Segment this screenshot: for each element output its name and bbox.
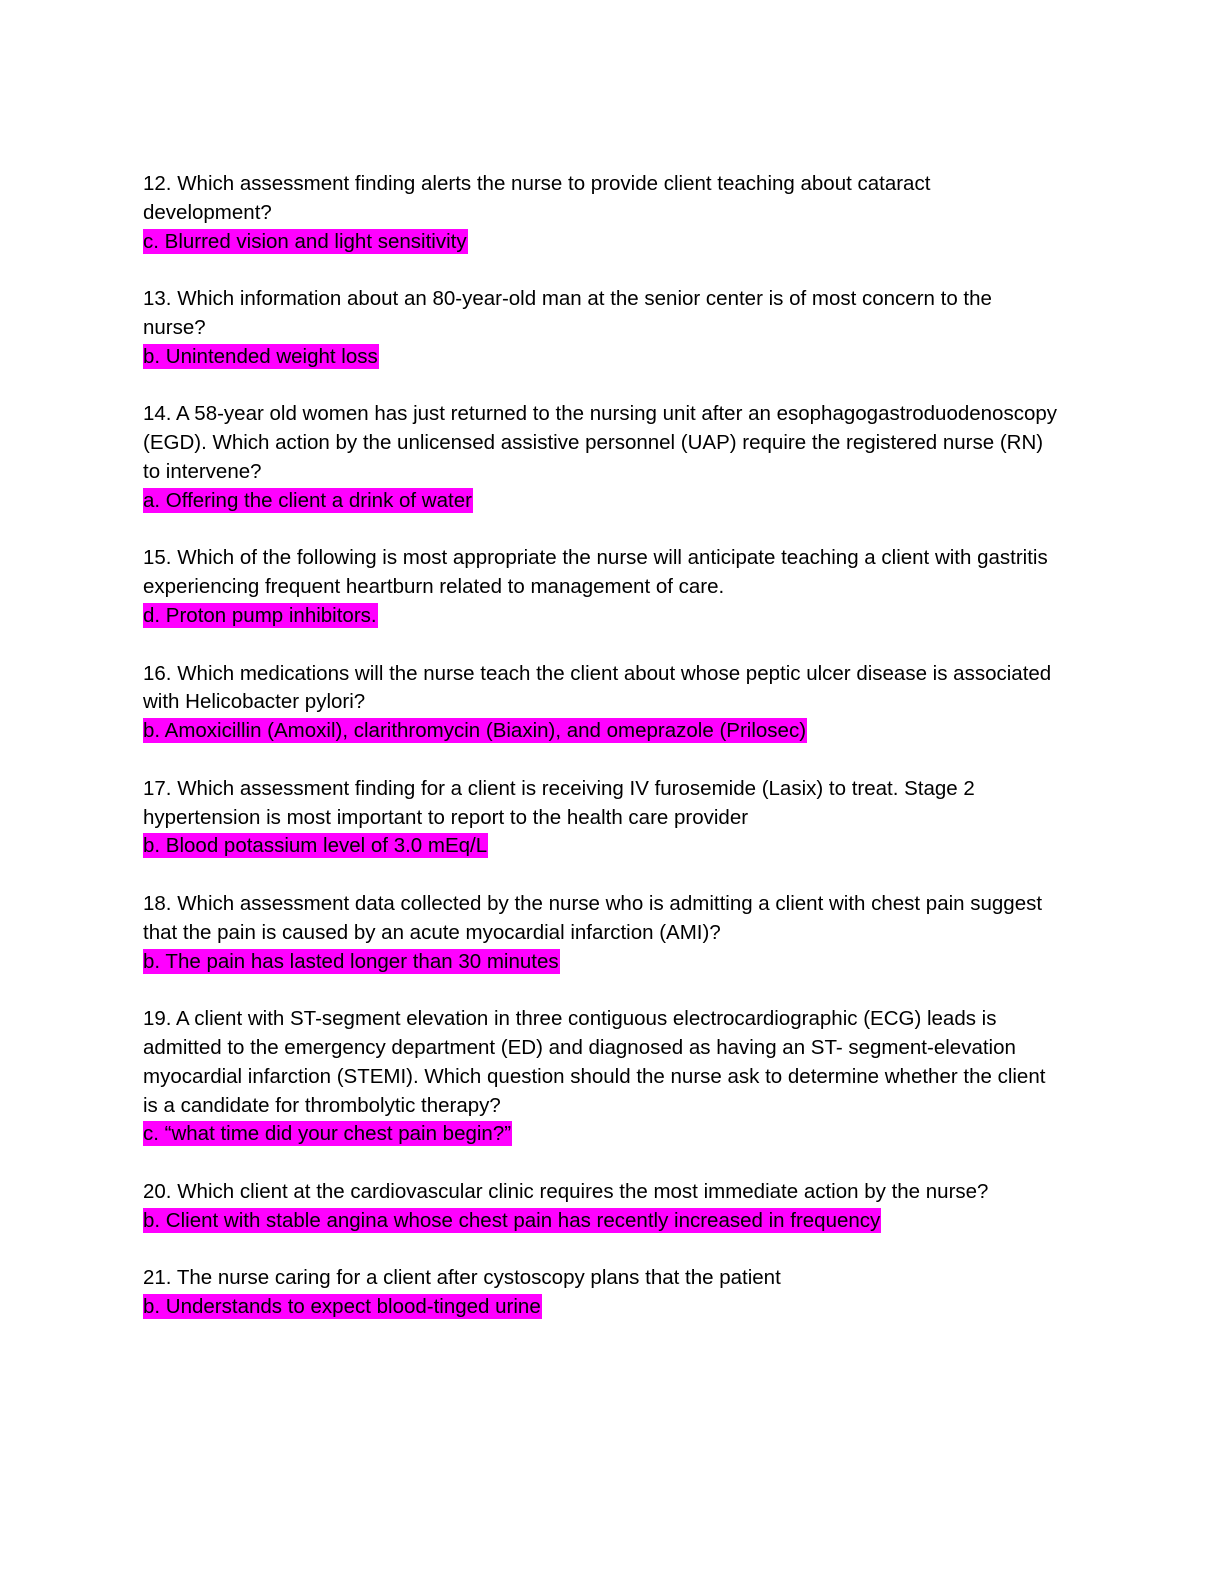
question-text: 20. Which client at the cardiovascular clinic requires the most immediate action by the nurse? bbox=[143, 1179, 989, 1203]
answer-text: b. Client with stable angina whose chest pain has recently increased in frequency bbox=[143, 1208, 881, 1232]
qa-item-16 bbox=[143, 660, 1058, 746]
answer-text: b. Amoxicillin (Amoxil), clarithromycin (Biaxin), and omeprazole (Prilosec) bbox=[143, 719, 807, 743]
qa-item-17 bbox=[143, 775, 1058, 861]
answer-text: d. Proton pump inhibitors. bbox=[143, 603, 377, 627]
highlighted-answer bbox=[143, 1207, 1058, 1236]
highlighted-answer bbox=[143, 948, 1058, 977]
question-text: 14. A 58-year old women has just returned to the nursing unit after an esophagogastroduodenoscopy (EGD). Which action by the unlicensed assistive personnel (UAP) require the registered nurse (RN) to intervene? bbox=[143, 402, 1058, 483]
qa-item-20 bbox=[143, 1178, 1058, 1236]
answer-text: b. Understands to expect blood-tinged urine bbox=[143, 1295, 541, 1319]
question-text: 16. Which medications will the nurse teach the client about whose peptic ulcer disease is associated with Helicobacter pylori? bbox=[143, 661, 1052, 714]
question-text: 21. The nurse caring for a client after cystoscopy plans that the patient bbox=[143, 1266, 781, 1290]
qa-item-18 bbox=[143, 890, 1058, 976]
answer-text: c. Blurred vision and light sensitivity bbox=[143, 229, 467, 253]
qa-item-19 bbox=[143, 1005, 1058, 1149]
highlighted-answer bbox=[143, 1120, 1058, 1149]
answer-text: b. Unintended weight loss bbox=[143, 344, 378, 368]
question-text: 12. Which assessment finding alerts the nurse to provide client teaching about cataract development? bbox=[143, 172, 931, 224]
question-text: 15. Which of the following is most appropriate the nurse will anticipate teaching a client with gastritis experiencing frequent heartburn related to management of care. bbox=[143, 546, 1048, 599]
answer-text: b. Blood potassium level of 3.0 mEq/L bbox=[143, 834, 488, 858]
highlighted-answer bbox=[143, 832, 1058, 861]
qa-item-21 bbox=[143, 1264, 1058, 1322]
question-text: 13. Which information about an 80-year-old man at the senior center is of most concern to the nurse? bbox=[143, 287, 992, 339]
highlighted-answer bbox=[143, 602, 1058, 631]
qa-item-13 bbox=[143, 285, 1058, 371]
highlighted-answer bbox=[143, 343, 1058, 372]
question-text: 17. Which assessment finding for a client is receiving IV furosemide (Lasix) to treat. Stage 2 hypertension is most important to report to the health care provider bbox=[143, 776, 975, 829]
qa-item-12 bbox=[143, 170, 1058, 256]
answer-text: c. “what time did your chest pain begin?” bbox=[143, 1122, 512, 1146]
highlighted-answer bbox=[143, 1293, 1058, 1322]
highlighted-answer bbox=[143, 717, 1058, 746]
highlighted-answer bbox=[143, 228, 1058, 257]
answer-text: a. Offering the client a drink of water bbox=[143, 488, 472, 512]
question-text: 18. Which assessment data collected by the nurse who is admitting a client with chest pain suggest that the pain is caused by an acute myocardial infarction (AMI)? bbox=[143, 891, 1043, 944]
question-text: 19. A client with ST-segment elevation in three contiguous electrocardiographic (ECG) leads is admitted to the emergency department (ED) and diagnosed as having an ST- segment-elevation myocardial infarction (STEMI). Which question should the nurse ask to determine whether the client is a candidate for thrombolytic therapy? bbox=[143, 1007, 1046, 1117]
highlighted-answer bbox=[143, 487, 1058, 516]
qa-item-15 bbox=[143, 544, 1058, 630]
qa-item-14 bbox=[143, 400, 1058, 515]
answer-text: b. The pain has lasted longer than 30 minutes bbox=[143, 949, 559, 973]
document-body bbox=[143, 170, 1058, 1351]
